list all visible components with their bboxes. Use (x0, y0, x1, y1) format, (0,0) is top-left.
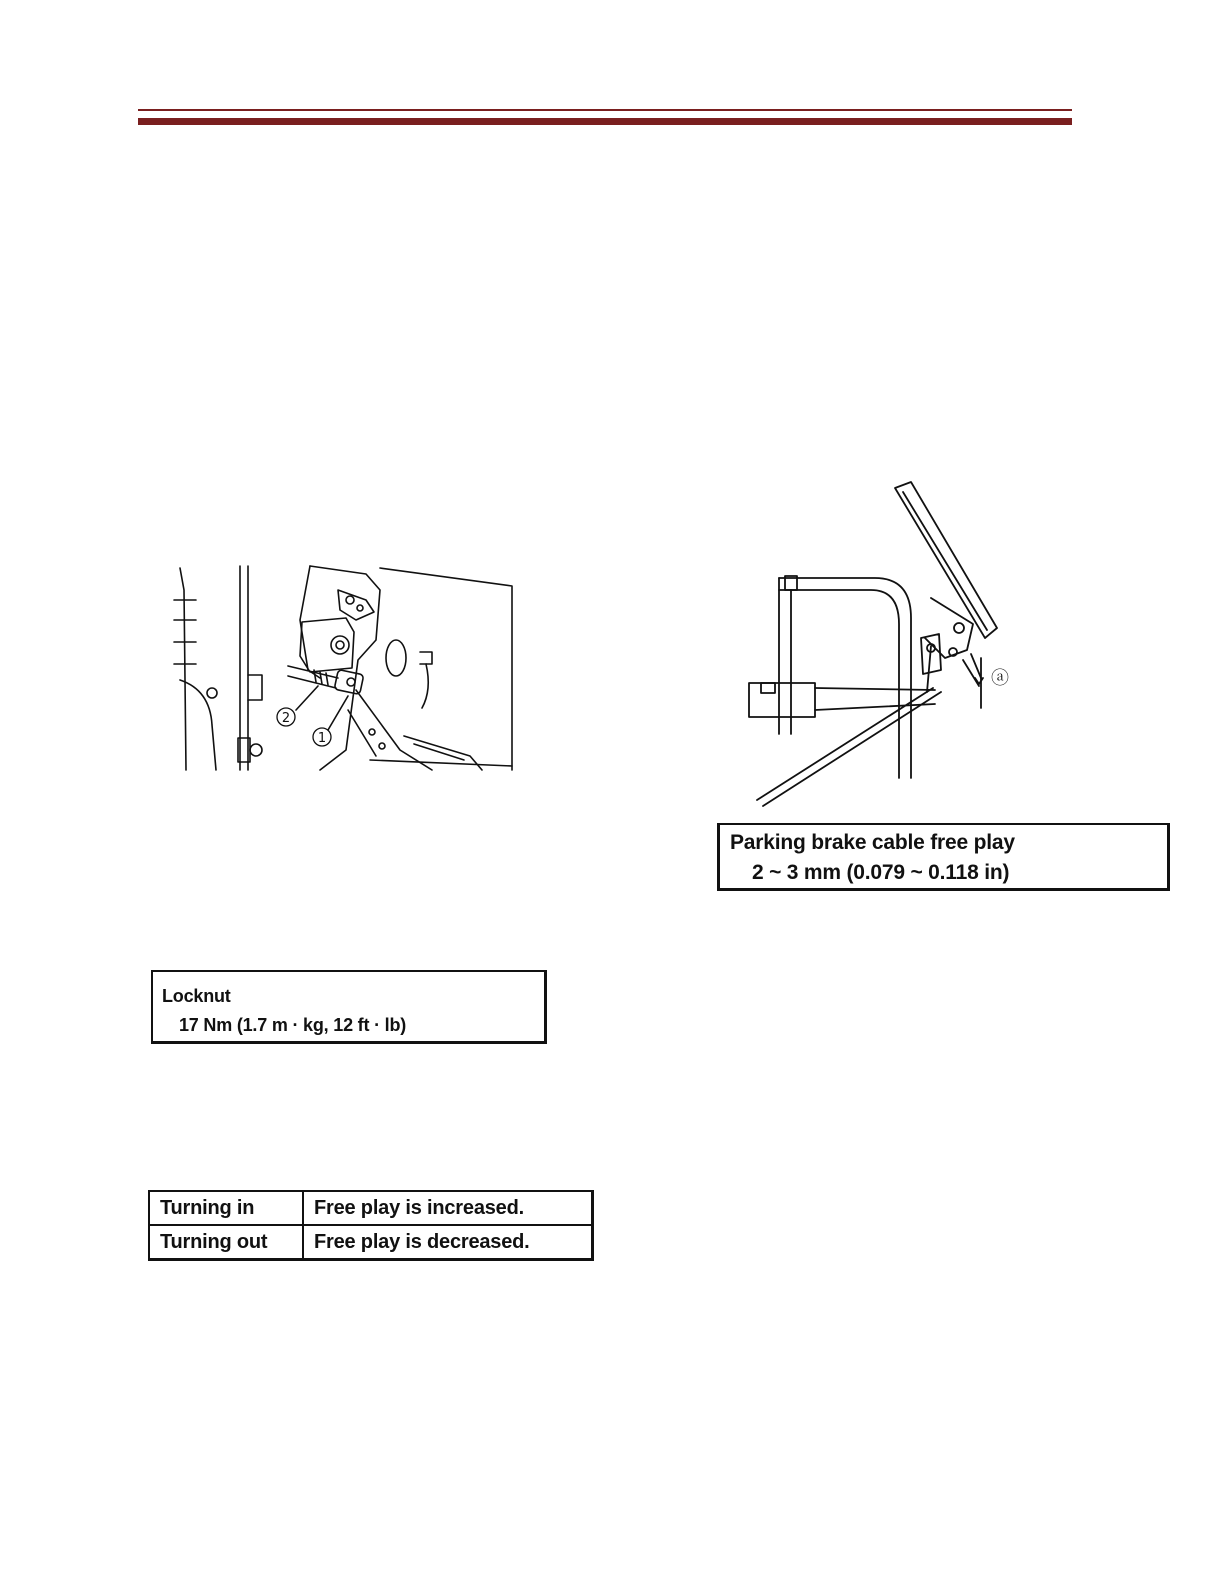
header-rule-thin (138, 109, 1072, 111)
parking-brake-spec-value: 2 ~ 3 mm (0.079 ~ 0.118 in) (752, 861, 1010, 884)
locknut-spec-title: Locknut (162, 986, 231, 1006)
parking-brake-spec-box (717, 823, 1170, 891)
parking-brake-spec-title: Parking brake cable free play (730, 831, 1015, 854)
table-row (149, 1225, 593, 1260)
table-cell-result: Free play is increased. (303, 1191, 593, 1225)
parking-brake-lever-illustration (735, 478, 1035, 813)
callout-a: ⓐ (991, 668, 1009, 689)
adjustment-table (148, 1190, 594, 1261)
table-cell-action: Turning in (149, 1191, 303, 1225)
callout-1: 1 (317, 731, 327, 746)
header-rule-thick (138, 118, 1072, 125)
brake-pedal-linkage-illustration (170, 560, 520, 775)
locknut-spec-box (151, 970, 547, 1044)
table-row (149, 1191, 593, 1225)
locknut-spec-value: 17 Nm (1.7 m · kg, 12 ft · lb) (179, 1015, 407, 1035)
table-cell-result: Free play is decreased. (303, 1225, 593, 1260)
table-cell-action: Turning out (149, 1225, 303, 1260)
callout-2: 2 (281, 711, 291, 726)
